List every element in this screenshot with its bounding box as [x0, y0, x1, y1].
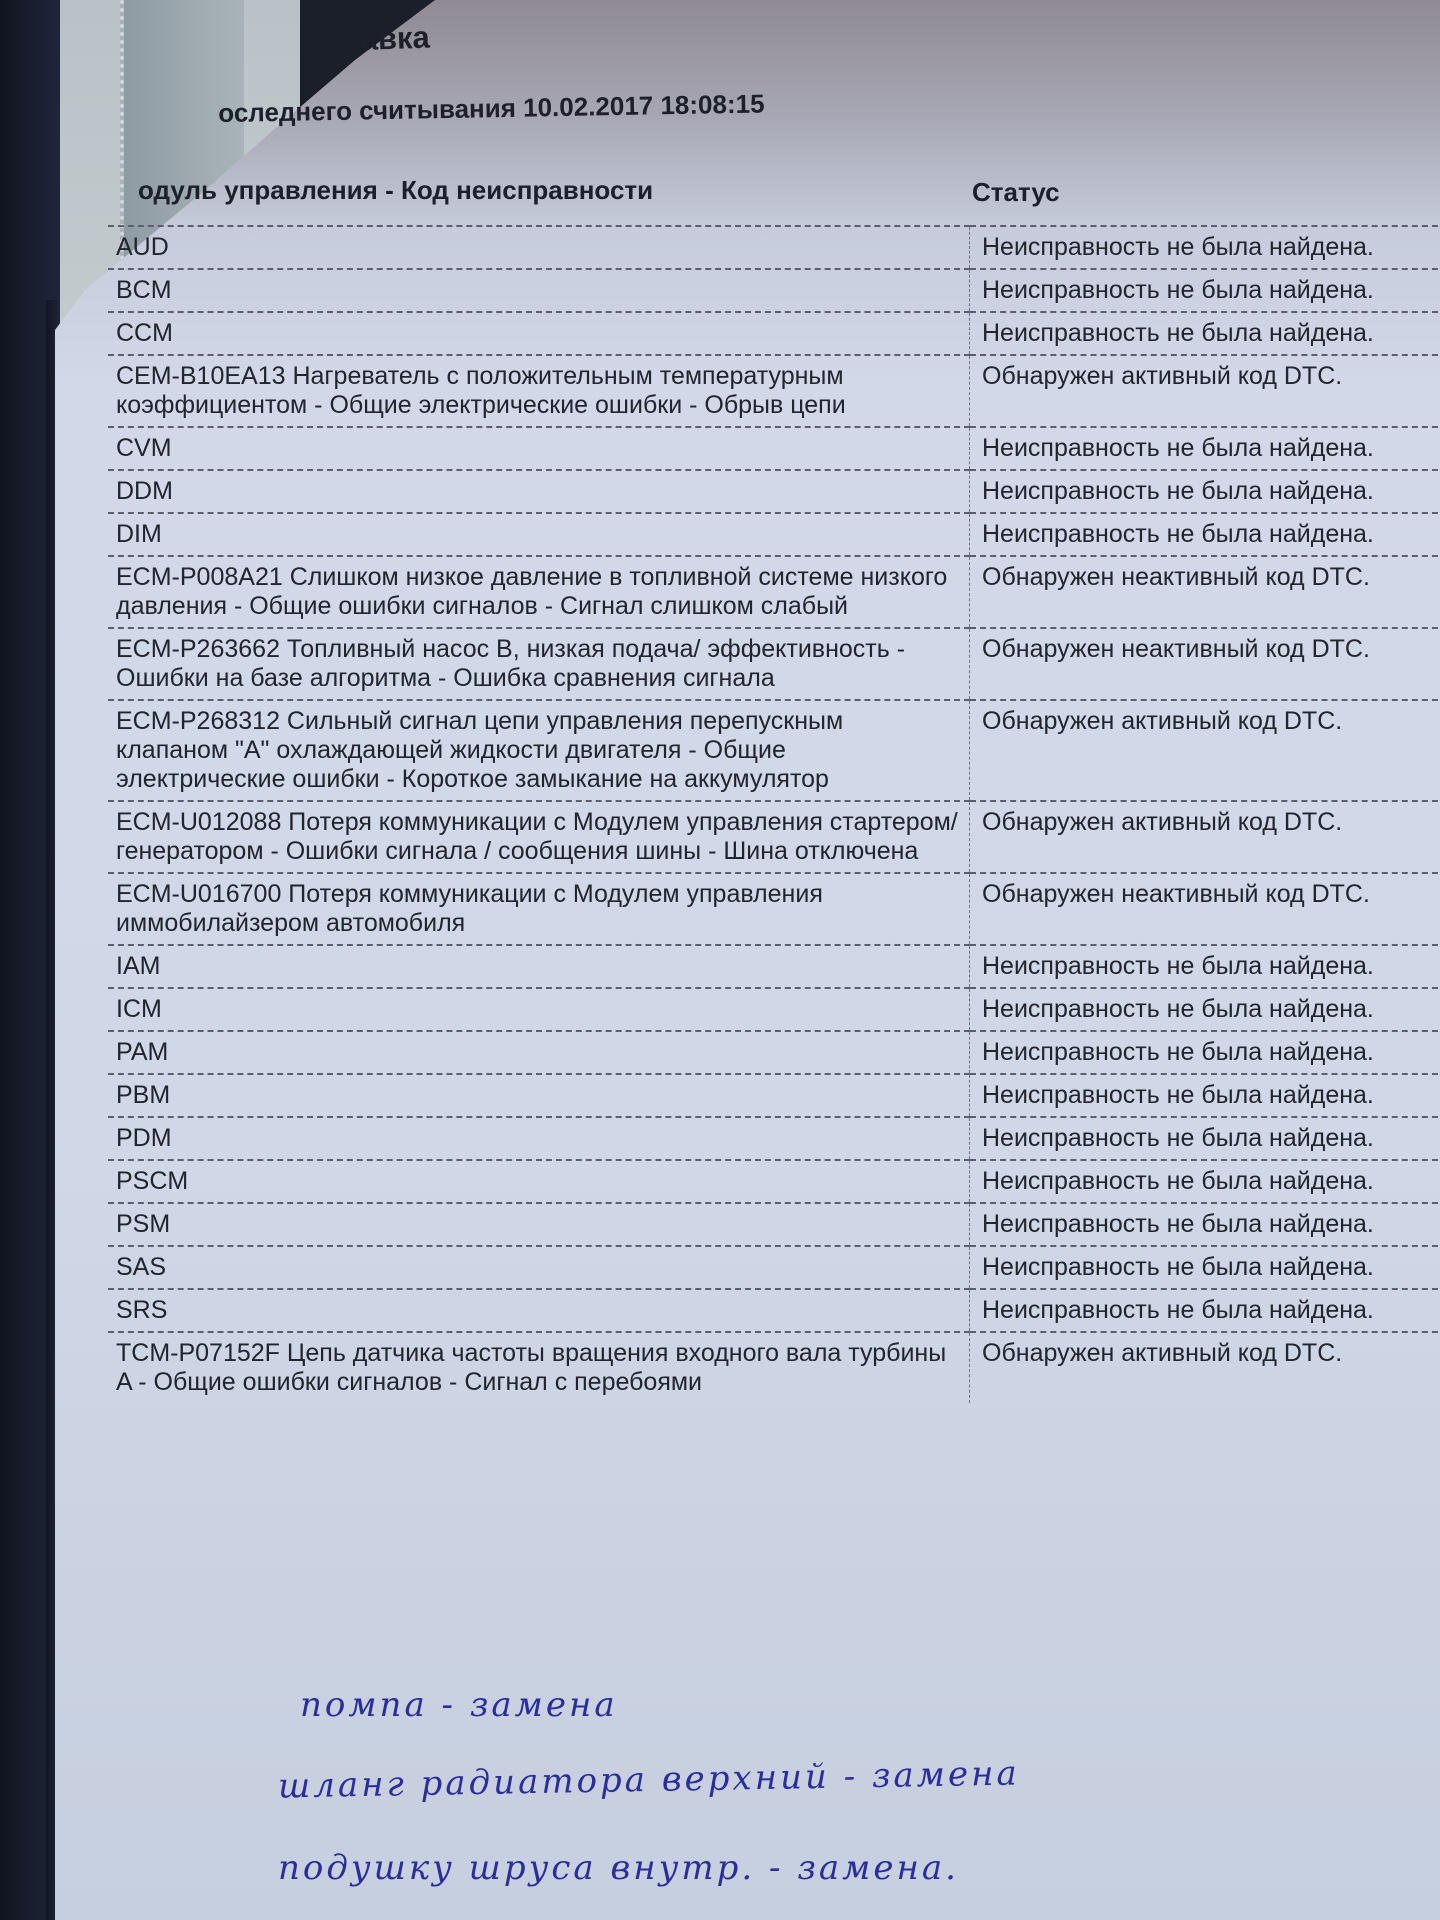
- status-text: Неисправность не была найдена.: [970, 312, 1440, 355]
- status-text: Неисправность не была найдена.: [970, 226, 1440, 269]
- module-code: ECM-U016700 Потеря коммуникации с Модулем управления иммобилайзером автомобиля: [108, 873, 970, 945]
- table-row: [108, 1031, 1440, 1074]
- last-read-datetime: 10.02.2017 18:08:15: [522, 88, 765, 123]
- status-text: Обнаружен неактивный код DTC.: [970, 628, 1440, 700]
- table-row: [108, 988, 1440, 1031]
- module-code: PAM: [108, 1031, 970, 1074]
- table-row: [108, 427, 1440, 470]
- status-text: Обнаружен активный код DTC.: [970, 355, 1440, 427]
- module-code: PSCM: [108, 1160, 970, 1203]
- handwritten-note: подушку шруса внутр. - замена.: [278, 1848, 959, 1888]
- module-code: DIM: [108, 513, 970, 556]
- module-code: SRS: [108, 1289, 970, 1332]
- module-code: CCM: [108, 312, 970, 355]
- module-code: DDM: [108, 470, 970, 513]
- module-code: CEM-B10EA13 Нагреватель с положительным температурным коэффициентом - Общие электрические ошибки - Обрыв цепи: [108, 355, 970, 427]
- status-text: Обнаружен неактивный код DTC.: [970, 556, 1440, 628]
- table-row: [108, 873, 1440, 945]
- status-text: Неисправность не была найдена.: [970, 945, 1440, 988]
- status-text: Неисправность не была найдена.: [970, 427, 1440, 470]
- table-row: [108, 470, 1440, 513]
- page-title: авка: [360, 19, 431, 57]
- table-row: [108, 1332, 1440, 1403]
- module-code: ECM-P008A21 Слишком низкое давление в топливной системе низкого давления - Общие ошибки сигналов - Сигнал слишком слабый: [108, 556, 970, 628]
- table-row: [108, 945, 1440, 988]
- table-row: [108, 312, 1440, 355]
- module-code: CVM: [108, 427, 970, 470]
- table-row: [108, 556, 1440, 628]
- module-code: ICM: [108, 988, 970, 1031]
- module-code: PDM: [108, 1117, 970, 1160]
- module-code: TCM-P07152F Цепь датчика частоты вращения входного вала турбины A - Общие ошибки сигналов - Сигнал с перебоями: [108, 1332, 970, 1403]
- status-text: Обнаружен неактивный код DTC.: [970, 873, 1440, 945]
- status-text: Неисправность не была найдена.: [970, 1289, 1440, 1332]
- status-text: Неисправность не была найдена.: [970, 1160, 1440, 1203]
- table-header: [138, 175, 1440, 223]
- table-row: [108, 1289, 1440, 1332]
- table-row: [108, 1203, 1440, 1246]
- dtc-table: [108, 225, 1440, 1403]
- status-text: Неисправность не была найдена.: [970, 1117, 1440, 1160]
- header-status: Статус: [972, 177, 1060, 207]
- status-text: Неисправность не была найдена.: [970, 1031, 1440, 1074]
- handwritten-note: шланг радиатора верхний - замена: [277, 1753, 1021, 1807]
- status-text: Неисправность не была найдена.: [970, 470, 1440, 513]
- status-text: Неисправность не была найдена.: [970, 513, 1440, 556]
- status-text: Неисправность не была найдена.: [970, 1203, 1440, 1246]
- header-module-code: одуль управления - Код неисправности: [138, 175, 654, 205]
- module-code: IAM: [108, 945, 970, 988]
- table-row: [108, 513, 1440, 556]
- status-text: Обнаружен активный код DTC.: [970, 700, 1440, 801]
- table-row: [108, 226, 1440, 269]
- status-text: Неисправность не была найдена.: [970, 269, 1440, 312]
- module-code: BCM: [108, 269, 970, 312]
- status-text: Обнаружен активный код DTC.: [970, 801, 1440, 873]
- table-row: [108, 1160, 1440, 1203]
- table-row: [108, 1246, 1440, 1289]
- status-text: Обнаружен активный код DTC.: [970, 1332, 1440, 1403]
- last-read-label: оследнего считывания: [218, 92, 517, 128]
- table-row: [108, 269, 1440, 312]
- status-text: Неисправность не была найдена.: [970, 988, 1440, 1031]
- module-code: ECM-P268312 Сильный сигнал цепи управления перепускным клапаном "A" охлаждающей жидкости двигателя - Общие электрические ошибки - Короткое замыкание на аккумулятор: [108, 700, 970, 801]
- status-text: Неисправность не была найдена.: [970, 1074, 1440, 1117]
- module-code: PBM: [108, 1074, 970, 1117]
- module-code: ECM-U012088 Потеря коммуникации с Модулем управления стартером/ генератором - Ошибки сигнала / сообщения шины - Шина отключена: [108, 801, 970, 873]
- handwritten-note: помпа - замена: [300, 1685, 618, 1725]
- module-code: ECM-P263662 Топливный насос B, низкая подача/ эффективность - Ошибки на базе алгоритма - Ошибка сравнения сигнала: [108, 628, 970, 700]
- table-row: [108, 355, 1440, 427]
- table-row: [108, 1074, 1440, 1117]
- table-row: [108, 801, 1440, 873]
- module-code: SAS: [108, 1246, 970, 1289]
- table-row: [108, 700, 1440, 801]
- status-text: Неисправность не была найдена.: [970, 1246, 1440, 1289]
- table-row: [108, 1117, 1440, 1160]
- module-code: PSM: [108, 1203, 970, 1246]
- module-code: AUD: [108, 226, 970, 269]
- table-row: [108, 628, 1440, 700]
